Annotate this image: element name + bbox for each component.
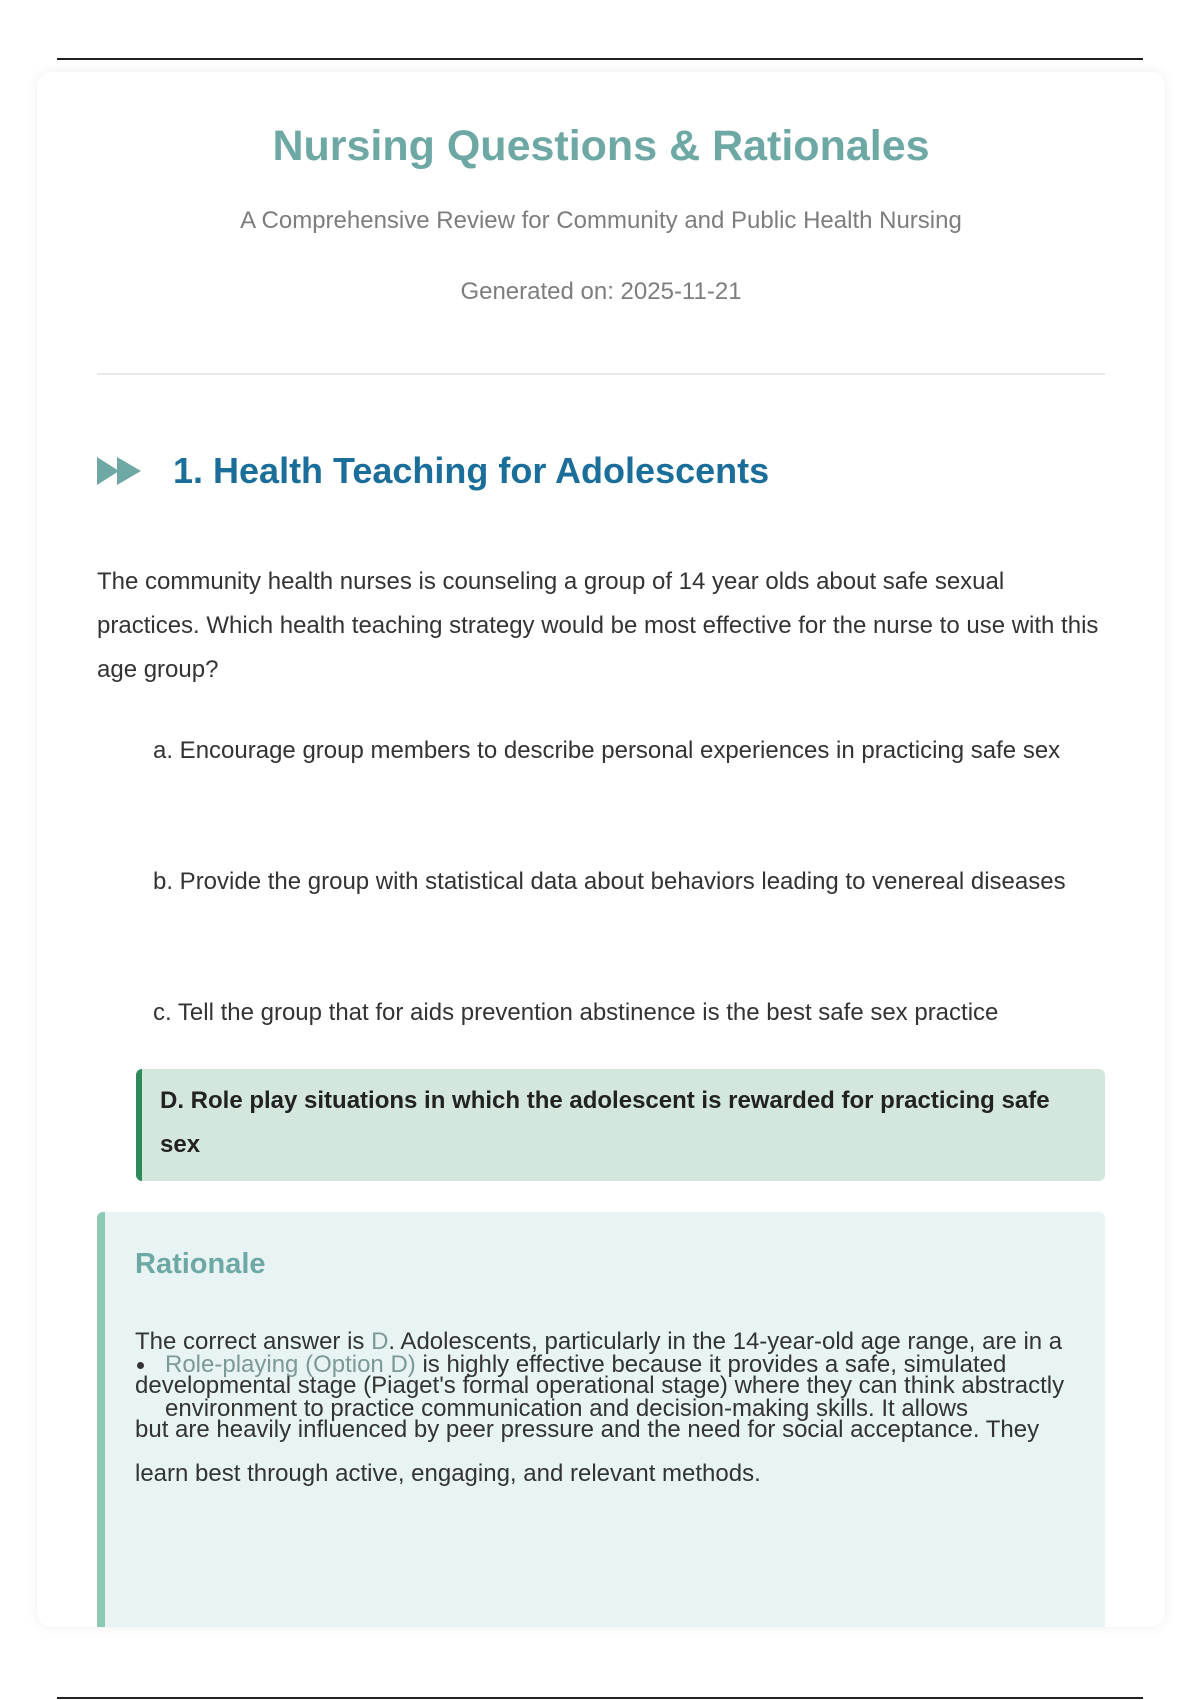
header-divider: [97, 373, 1105, 375]
option-c: c. Tell the group that for aids prevention abstinence is the best safe sex practice: [153, 999, 999, 1026]
rationale-answer-letter: D: [371, 1328, 389, 1355]
double-arrow-icon: [97, 455, 143, 487]
rationale-bullet-list: [127, 1343, 1075, 1431]
section-heading: [97, 444, 1105, 498]
bottom-rule: [57, 1697, 1143, 1699]
correct-answer: D. Role play situations in which the adolescent is rewarded for practicing safe sex: [136, 1069, 1105, 1181]
top-rule: [57, 58, 1143, 60]
rationale-title: Rationale: [135, 1248, 266, 1280]
bullet-highlight: Role-playing (Option D): [165, 1351, 416, 1378]
list-item: [127, 1343, 1075, 1431]
page-subtitle: A Comprehensive Review for Community and Public Health Nursing: [240, 207, 962, 234]
option-a: a. Encourage group members to describe personal experiences in practicing safe sex: [153, 737, 1061, 764]
rationale-intro-rest: . Adolescents, particularly in the 14-year-old age range, are in a developmental stage (Piaget's formal operational stage) where they can think abstractly but are heavily influenced by peer pressure and the need for social acceptance. They learn best through active, engaging, and relevant methods.: [135, 1328, 1065, 1487]
bullet-text: is highly effective because it provides a safe, simulated environment to practice communication and decision-making skills. It allows: [165, 1351, 1007, 1422]
page-title: Nursing Questions & Rationales: [272, 122, 930, 170]
option-b: b. Provide the group with statistical data about behaviors leading to venereal diseases: [153, 868, 1066, 895]
rationale-intro-prefix: The correct answer is: [135, 1328, 372, 1355]
section-title: 1. Health Teaching for Adolescents: [173, 450, 770, 491]
generated-date: Generated on: 2025-11-21: [460, 278, 742, 305]
question-text: The community health nurses is counseling a group of 14 year olds about safe sexual practices. Which health teaching strategy would be most effective for the nurse to use with this age group?: [97, 568, 1099, 683]
document-card: [37, 72, 1165, 1627]
